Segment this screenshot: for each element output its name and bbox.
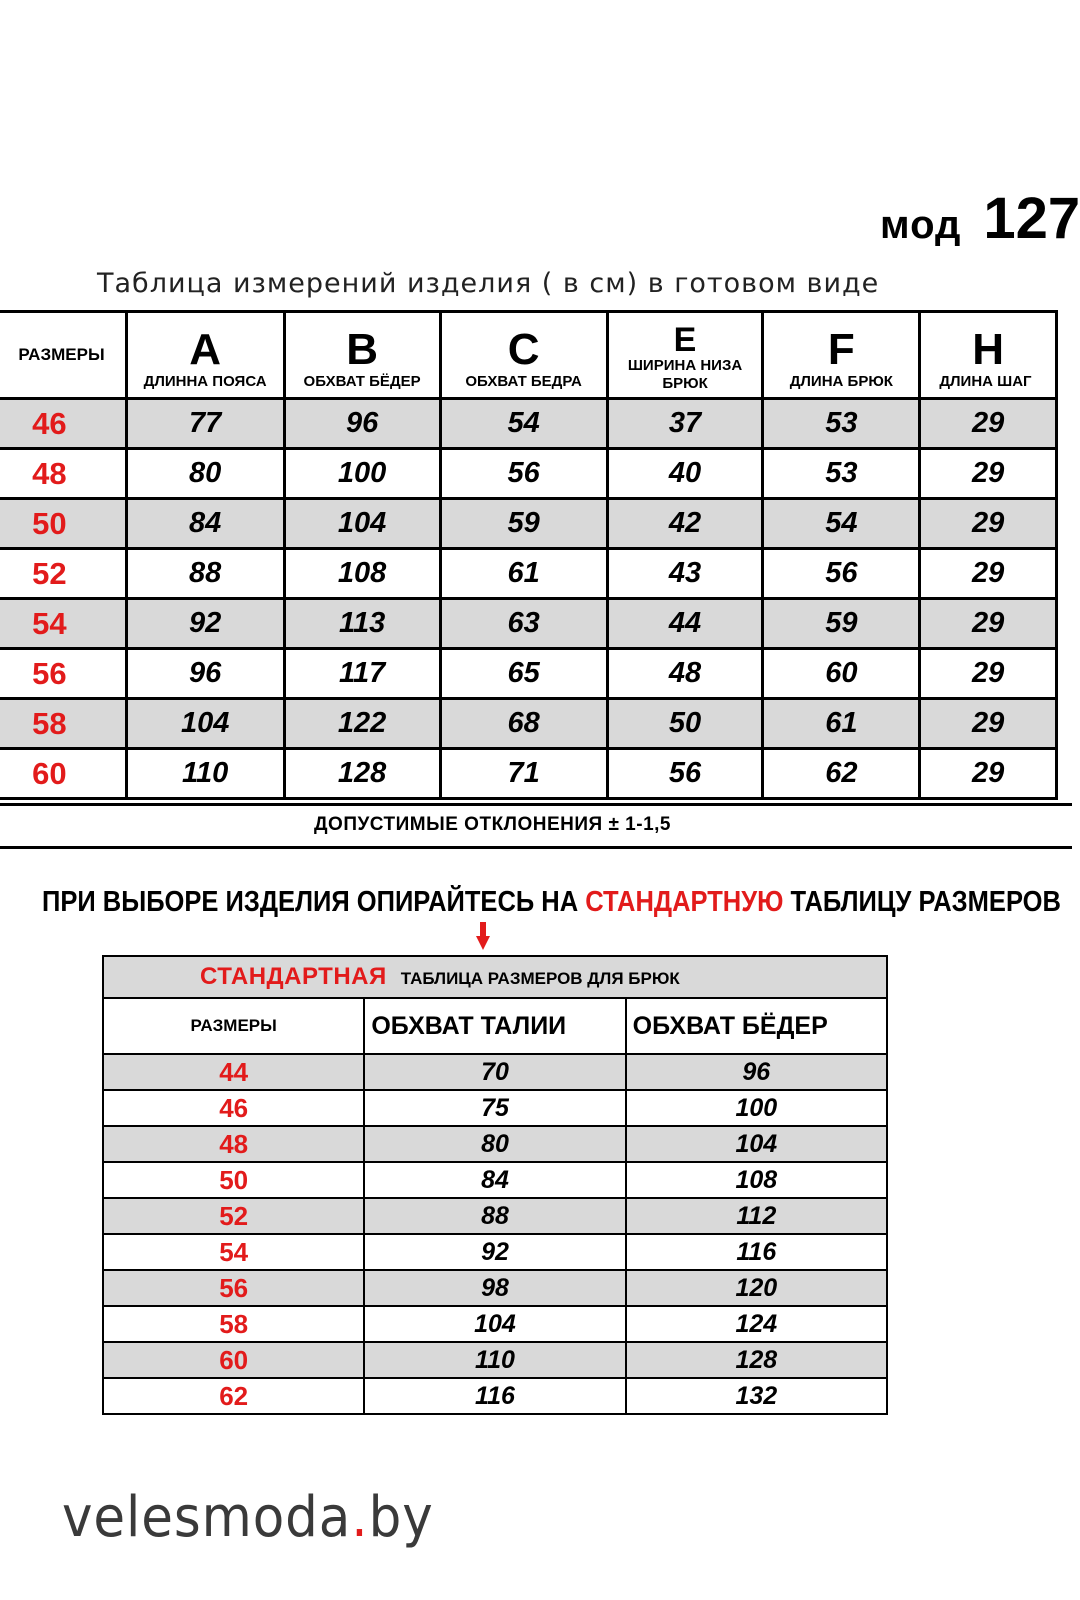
brand-tld: by — [368, 1485, 434, 1550]
value-cell: 110 — [126, 749, 284, 799]
value-cell: 61 — [440, 549, 607, 599]
hips-cell: 124 — [626, 1306, 887, 1342]
size-cell: 46 — [103, 1090, 364, 1126]
value-cell: 40 — [607, 449, 763, 499]
value-cell: 96 — [284, 399, 440, 449]
value-cell: 29 — [920, 499, 1057, 549]
waist-cell: 104 — [364, 1306, 625, 1342]
hint-highlight: СТАНДАРТНУЮ — [585, 886, 784, 918]
measure-table-title: Таблица измерений изделия ( в см) в готовом виде — [97, 268, 880, 299]
value-cell: 80 — [126, 449, 284, 499]
value-cell: 29 — [920, 699, 1057, 749]
table-row — [0, 649, 1057, 699]
value-cell: 96 — [126, 649, 284, 699]
standard-table-hint — [42, 886, 1061, 919]
column-header-c: C ОБХВАТ БЕДРА — [440, 312, 607, 399]
header-hips: ОБХВАТ БЁДЕР — [626, 998, 887, 1054]
value-cell: 54 — [763, 499, 920, 549]
value-cell: 56 — [440, 449, 607, 499]
waist-cell: 84 — [364, 1162, 625, 1198]
size-cell: 58 — [103, 1306, 364, 1342]
table-row — [0, 599, 1057, 649]
size-cell: 58 — [0, 699, 126, 749]
hips-cell: 128 — [626, 1342, 887, 1378]
value-cell: 61 — [763, 699, 920, 749]
value-cell: 43 — [607, 549, 763, 599]
model-prefix: мод — [880, 203, 962, 247]
value-cell: 104 — [284, 499, 440, 549]
hips-cell: 100 — [626, 1090, 887, 1126]
value-cell: 50 — [607, 699, 763, 749]
standard-table-caption-row — [103, 956, 887, 998]
value-cell: 104 — [126, 699, 284, 749]
hint-text-before: ПРИ ВЫБОРЕ ИЗДЕЛИЯ ОПИРАЙТЕСЬ НА — [42, 886, 586, 918]
standard-table-caption — [103, 956, 887, 998]
value-cell: 113 — [284, 599, 440, 649]
value-cell: 63 — [440, 599, 607, 649]
standard-table-title: ТАБЛИЦА РАЗМЕРОВ ДЛЯ БРЮК — [400, 969, 680, 988]
table-row — [0, 749, 1057, 799]
down-arrow-icon — [476, 922, 490, 950]
value-cell: 108 — [284, 549, 440, 599]
value-cell: 29 — [920, 399, 1057, 449]
header-sizes: РАЗМЕРЫ — [103, 998, 364, 1054]
value-cell: 29 — [920, 449, 1057, 499]
size-cell: 60 — [103, 1342, 364, 1378]
table-row — [103, 1306, 887, 1342]
waist-cell: 92 — [364, 1234, 625, 1270]
size-cell: 48 — [0, 449, 126, 499]
value-cell: 53 — [763, 449, 920, 499]
size-cell: 60 — [0, 749, 126, 799]
hips-cell: 116 — [626, 1234, 887, 1270]
value-cell: 29 — [920, 649, 1057, 699]
value-cell: 71 — [440, 749, 607, 799]
table-row — [0, 399, 1057, 449]
value-cell: 92 — [126, 599, 284, 649]
table-row — [103, 1270, 887, 1306]
value-cell: 48 — [607, 649, 763, 699]
waist-cell: 88 — [364, 1198, 625, 1234]
measurement-table — [0, 310, 1058, 800]
table-row — [103, 1378, 887, 1414]
table-row — [103, 1054, 887, 1090]
brand-logo — [62, 1485, 434, 1550]
tolerance-text: ДОПУСТИМЫЕ ОТКЛОНЕНИЯ ± 1-1,5 — [314, 814, 671, 835]
column-header-a: A ДЛИННА ПОЯСА — [126, 312, 284, 399]
column-header-h: H ДЛИНА ШАГ — [920, 312, 1057, 399]
hips-cell: 96 — [626, 1054, 887, 1090]
value-cell: 77 — [126, 399, 284, 449]
value-cell: 84 — [126, 499, 284, 549]
standard-size-table — [102, 955, 888, 1415]
value-cell: 29 — [920, 599, 1057, 649]
waist-cell: 110 — [364, 1342, 625, 1378]
value-cell: 59 — [440, 499, 607, 549]
value-cell: 56 — [607, 749, 763, 799]
hips-cell: 112 — [626, 1198, 887, 1234]
table-row — [103, 1342, 887, 1378]
table-row — [103, 1234, 887, 1270]
table-row — [103, 1198, 887, 1234]
table-row — [103, 1090, 887, 1126]
hips-cell: 132 — [626, 1378, 887, 1414]
size-cell: 46 — [0, 399, 126, 449]
value-cell: 100 — [284, 449, 440, 499]
value-cell: 56 — [763, 549, 920, 599]
size-cell: 56 — [0, 649, 126, 699]
size-cell: 54 — [0, 599, 126, 649]
standard-table-title-red: СТАНДАРТНАЯ — [200, 963, 387, 990]
tolerance-note — [0, 803, 1072, 849]
table-row — [0, 449, 1057, 499]
value-cell: 29 — [920, 549, 1057, 599]
value-cell: 44 — [607, 599, 763, 649]
waist-cell: 116 — [364, 1378, 625, 1414]
value-cell: 54 — [440, 399, 607, 449]
model-number — [880, 185, 1080, 252]
column-header-e: E ШИРИНА НИЗА БРЮК — [607, 312, 763, 399]
value-cell: 53 — [763, 399, 920, 449]
size-cell: 50 — [0, 499, 126, 549]
value-cell: 117 — [284, 649, 440, 699]
value-cell: 29 — [920, 749, 1057, 799]
waist-cell: 80 — [364, 1126, 625, 1162]
waist-cell: 75 — [364, 1090, 625, 1126]
model-code: 127 — [983, 186, 1080, 251]
size-cell: 62 — [103, 1378, 364, 1414]
header-waist: ОБХВАТ ТАЛИИ — [364, 998, 625, 1054]
measurement-header-row — [0, 312, 1057, 399]
table-row — [0, 549, 1057, 599]
table-row — [103, 1126, 887, 1162]
value-cell: 68 — [440, 699, 607, 749]
table-row — [0, 699, 1057, 749]
value-cell: 65 — [440, 649, 607, 699]
size-column-header: РАЗМЕРЫ — [0, 312, 126, 399]
value-cell: 59 — [763, 599, 920, 649]
size-cell: 48 — [103, 1126, 364, 1162]
size-cell: 52 — [0, 549, 126, 599]
hips-cell: 104 — [626, 1126, 887, 1162]
size-cell: 44 — [103, 1054, 364, 1090]
brand-dot: . — [351, 1485, 369, 1550]
hips-cell: 108 — [626, 1162, 887, 1198]
standard-table-header-row — [103, 998, 887, 1054]
size-cell: 50 — [103, 1162, 364, 1198]
size-cell: 52 — [103, 1198, 364, 1234]
table-row — [103, 1162, 887, 1198]
value-cell: 62 — [763, 749, 920, 799]
column-header-b: B ОБХВАТ БЁДЕР — [284, 312, 440, 399]
size-cell: 56 — [103, 1270, 364, 1306]
size-cell: 54 — [103, 1234, 364, 1270]
hips-cell: 120 — [626, 1270, 887, 1306]
waist-cell: 70 — [364, 1054, 625, 1090]
value-cell: 88 — [126, 549, 284, 599]
value-cell: 42 — [607, 499, 763, 549]
value-cell: 122 — [284, 699, 440, 749]
value-cell: 60 — [763, 649, 920, 699]
brand-name: velesmoda — [62, 1485, 352, 1550]
value-cell: 128 — [284, 749, 440, 799]
column-header-f: F ДЛИНА БРЮК — [763, 312, 920, 399]
value-cell: 37 — [607, 399, 763, 449]
waist-cell: 98 — [364, 1270, 625, 1306]
hint-text-after: ТАБЛИЦУ РАЗМЕРОВ — [783, 886, 1061, 918]
table-row — [0, 499, 1057, 549]
